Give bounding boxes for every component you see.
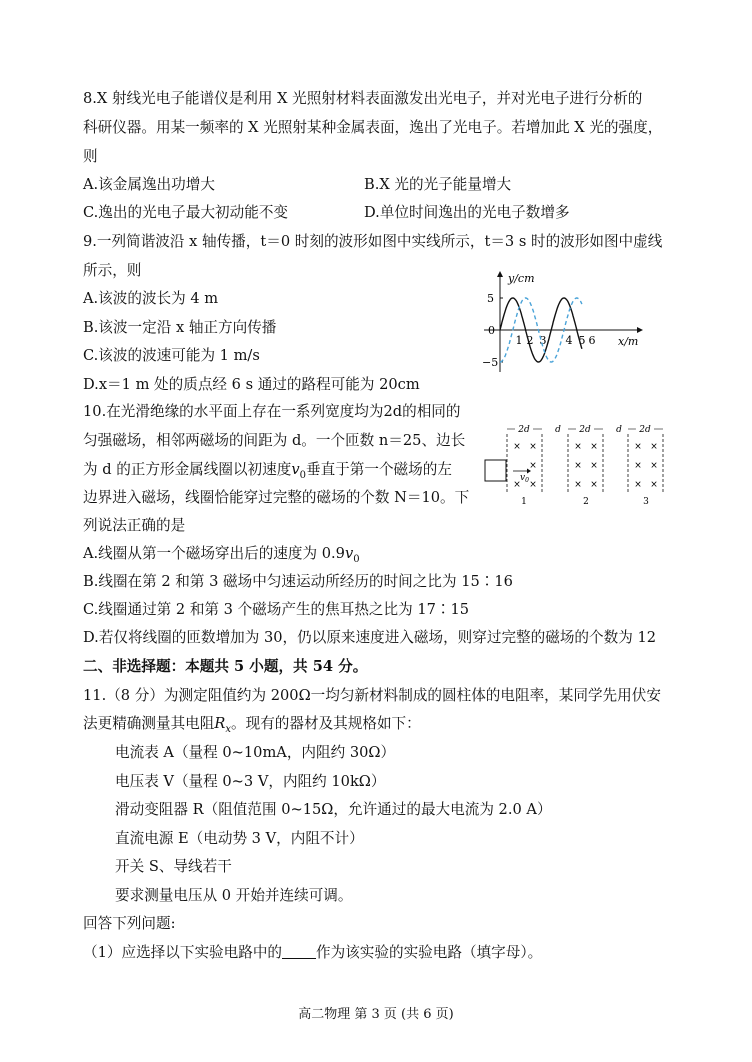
- q9-option-d: D.x＝1 m 处的质点经 6 s 通过的路程可能为 20cm: [83, 376, 420, 393]
- field-cross: ×: [529, 461, 537, 471]
- field-cross: ×: [513, 480, 521, 490]
- q10-line-1: 10.在光滑绝缘的水平面上存在一系列宽度均为2d的相同的: [83, 403, 461, 420]
- q10-option-b: B.线圈在第 2 和第 3 磁场中匀速运动所经历的时间之比为 15∶16: [83, 573, 513, 590]
- width-label-2d-1: 2d: [518, 425, 530, 435]
- width-label-d-1: d: [555, 425, 561, 435]
- y-tick-0: 0: [488, 324, 495, 337]
- field-cross: ×: [650, 480, 658, 490]
- equipment-power-source: 直流电源 E（电动势 3 V，内阻不计）: [115, 830, 364, 847]
- y-tick-5: 5: [487, 292, 494, 305]
- q9-option-c: C.该波的波速可能为 1 m/s: [83, 347, 260, 364]
- velocity-label: $v_0$: [520, 473, 529, 484]
- field-cross: ×: [650, 442, 658, 452]
- equipment-rheostat: 滑动变阻器 R（阻值范围 0~15Ω，允许通过的最大电流为 2.0 A）: [115, 801, 552, 818]
- x-axis-label: x/m: [618, 335, 639, 348]
- q10-option-c: C.线圈通过第 2 和第 3 个磁场产生的焦耳热之比为 17∶15: [83, 601, 470, 618]
- field-cross: ×: [574, 442, 582, 452]
- q10-line-2: 匀强磁场，相邻两磁场的间距为 d。一个匝数 n＝25、边长: [83, 432, 466, 449]
- field-cross: ×: [529, 480, 537, 490]
- x-tick-4: 4: [565, 334, 573, 347]
- field-cross: ×: [634, 480, 642, 490]
- q10-line-3: 为 d 的正方形金属线圈以初速度$v_0$垂直于第一个磁场的左: [83, 461, 452, 481]
- q8-line-1: 8.X 射线光电子能谱仪是利用 X 光照射材料表面激发出光电子，并对光电子进行分析的: [83, 90, 643, 107]
- wave-graph: [478, 268, 648, 378]
- q9-line-2: 所示，则: [83, 262, 142, 279]
- y-tick-minus-5: −5: [482, 356, 499, 369]
- width-label-d-2: d: [616, 425, 622, 435]
- field-label-3: 3: [643, 497, 649, 507]
- q10-line-4: 边界进入磁场，线圈恰能穿过完整的磁场的个数 N＝10。下: [83, 489, 470, 506]
- q8-line-2: 科研仪器。用某一频率的 X 光照射某种金属表面，逸出了光电子。若增加此 X 光的强度，: [83, 119, 663, 136]
- q9-line-1: 9.一列简谐波沿 x 轴传播，t＝0 时刻的波形如图中实线所示，t＝3 s 时的波形如图中虚线: [83, 233, 663, 250]
- field-label-1: 1: [521, 497, 527, 507]
- q11-answer-prompt: 回答下列问题:: [83, 915, 176, 932]
- x-tick-1: 1: [515, 334, 523, 347]
- q11-requirement: 要求测量电压从 0 开始并连续可调。: [115, 887, 353, 904]
- answer-blank[interactable]: [282, 944, 316, 959]
- q8-option-a: A.该金属逸出功增大: [83, 176, 215, 193]
- x-tick-5: 5: [578, 334, 586, 347]
- width-label-2d-2: 2d: [579, 425, 591, 435]
- x-tick-3: 3: [539, 334, 547, 347]
- section-heading: 二、非选择题：本题共 5 小题，共 54 分。: [83, 658, 368, 675]
- width-label-2d-3: 2d: [639, 425, 651, 435]
- field-cross: ×: [529, 442, 537, 452]
- field-cross: ×: [590, 461, 598, 471]
- q11-subquestion-1: （1）应选择以下实验电路中的 作为该实验的实验电路（填字母）。: [83, 944, 543, 961]
- equipment-switch: 开关 S、导线若干: [115, 858, 232, 875]
- page-footer: 高二物理 第 3 页 (共 6 页): [298, 1007, 454, 1022]
- field-cross: ×: [634, 461, 642, 471]
- q8-option-d: D.单位时间逸出的光电子数增多: [364, 204, 570, 221]
- field-cross: ×: [513, 442, 521, 452]
- q8-line-3: 则: [83, 148, 98, 165]
- y-axis-label: y/cm: [508, 272, 535, 285]
- magnetic-field-figure: [482, 420, 670, 512]
- q11-line-2: 法更精确测量其电阻$R_x$。现有的器材及其规格如下：: [83, 715, 421, 735]
- equipment-voltmeter: 电压表 V（量程 0~3 V，内阻约 10kΩ）: [115, 773, 386, 790]
- field-label-2: 2: [583, 497, 589, 507]
- q8-option-c: C.逸出的光电子最大初动能不变: [83, 204, 289, 221]
- q9-option-a: A.该波的波长为 4 m: [83, 290, 219, 307]
- q10-line-5: 列说法正确的是: [83, 517, 186, 534]
- equipment-ammeter: 电流表 A（量程 0~10mA，内阻约 30Ω）: [115, 744, 396, 761]
- x-tick-2: 2: [526, 334, 534, 347]
- q10-option-d: D.若仅将线圈的匝数增加为 30，仍以原来速度进入磁场，则穿过完整的磁场的个数为 12: [83, 629, 657, 646]
- square-coil: [485, 460, 506, 481]
- q10-option-a: A.线圈从第一个磁场穿出后的速度为 $0.9v_0$: [83, 545, 360, 565]
- q8-option-b: B.X 光的光子能量增大: [364, 176, 512, 193]
- field-cross: ×: [650, 461, 658, 471]
- x-tick-6: 6: [588, 334, 596, 347]
- field-cross: ×: [574, 461, 582, 471]
- q11-line-1: 11.（8 分）为测定阻值约为 200Ω一均匀新材料制成的圆柱体的电阻率，某同学先用伏安: [83, 687, 661, 704]
- q9-option-b: B.该波一定沿 x 轴正方向传播: [83, 319, 277, 336]
- field-cross: ×: [590, 480, 598, 490]
- field-cross: ×: [574, 480, 582, 490]
- field-cross: ×: [590, 442, 598, 452]
- field-cross: ×: [634, 442, 642, 452]
